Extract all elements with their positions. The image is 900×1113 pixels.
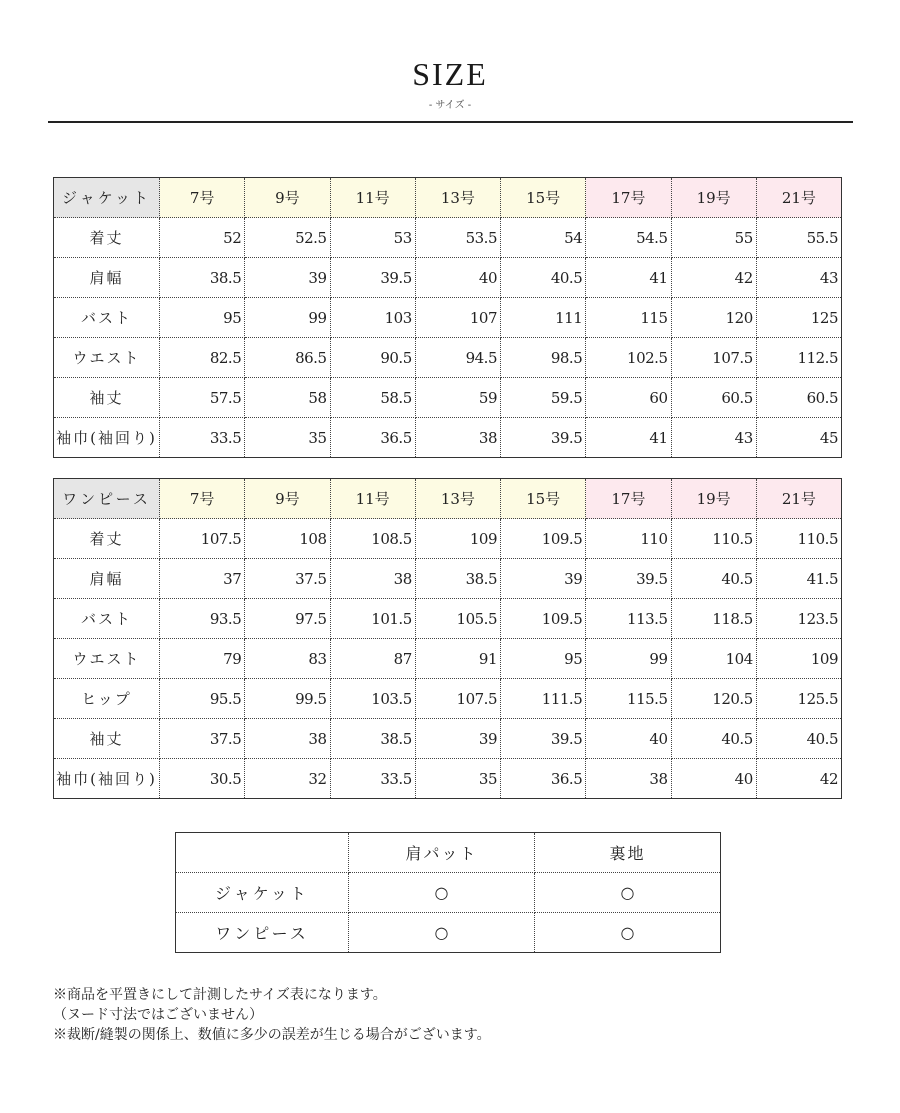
measurement-value: 38 — [245, 719, 330, 759]
measurement-value: 99.5 — [245, 679, 330, 719]
jacket-size-table — [53, 177, 842, 458]
measurement-value: 102.5 — [586, 338, 671, 378]
table-row — [54, 519, 842, 559]
size-header: 7号 — [160, 479, 245, 519]
measurement-label: 袖巾(袖回り) — [54, 759, 160, 799]
measurement-value: 55 — [671, 218, 756, 258]
size-header: 9号 — [245, 479, 330, 519]
page-subtitle: - サイズ - — [428, 100, 472, 111]
measurement-value: 125 — [756, 298, 841, 338]
options-cell: ○ — [535, 873, 721, 913]
measurement-value: 38 — [586, 759, 671, 799]
jacket-table-label: ジャケット — [54, 178, 160, 218]
measurement-label: 着丈 — [54, 218, 160, 258]
size-header: 21号 — [756, 178, 841, 218]
measurement-value: 120 — [671, 298, 756, 338]
measurement-value: 59 — [415, 378, 500, 418]
measurement-value: 39 — [245, 258, 330, 298]
title-divider — [48, 121, 853, 123]
measurement-label: ウエスト — [54, 338, 160, 378]
measurement-value: 58 — [245, 378, 330, 418]
measurement-value: 38 — [330, 559, 415, 599]
measurement-value: 33.5 — [160, 418, 245, 458]
measurement-value: 110.5 — [671, 519, 756, 559]
measurement-value: 101.5 — [330, 599, 415, 639]
table-row — [54, 218, 842, 258]
table-row — [54, 418, 842, 458]
measurement-value: 99 — [586, 639, 671, 679]
measurement-value: 103.5 — [330, 679, 415, 719]
measurement-value: 35 — [245, 418, 330, 458]
measurement-label: 肩幅 — [54, 258, 160, 298]
measurement-value: 115.5 — [586, 679, 671, 719]
measurement-value: 86.5 — [245, 338, 330, 378]
measurement-value: 39.5 — [330, 258, 415, 298]
table-row — [54, 759, 842, 799]
measurement-value: 110 — [586, 519, 671, 559]
measurement-value: 110.5 — [756, 519, 841, 559]
measurement-value: 38.5 — [415, 559, 500, 599]
measurement-value: 41.5 — [756, 559, 841, 599]
measurement-value: 40.5 — [671, 559, 756, 599]
measurement-value: 107.5 — [160, 519, 245, 559]
measurement-value: 39.5 — [501, 719, 586, 759]
measurement-value: 42 — [671, 258, 756, 298]
size-header: 15号 — [501, 178, 586, 218]
measurement-value: 40 — [415, 258, 500, 298]
measurement-value: 53 — [330, 218, 415, 258]
measurement-value: 37.5 — [245, 559, 330, 599]
measurement-value: 32 — [245, 759, 330, 799]
measurement-value: 90.5 — [330, 338, 415, 378]
measurement-value: 40.5 — [671, 719, 756, 759]
table-row — [54, 298, 842, 338]
measurement-value: 87 — [330, 639, 415, 679]
options-row-label: ジャケット — [176, 873, 349, 913]
measurement-value: 39 — [501, 559, 586, 599]
measurement-value: 109 — [415, 519, 500, 559]
measurement-value: 104 — [671, 639, 756, 679]
measurement-value: 37 — [160, 559, 245, 599]
measurement-value: 40 — [586, 719, 671, 759]
measurement-value: 97.5 — [245, 599, 330, 639]
options-row-jacket — [176, 873, 721, 913]
note-line: ※裁断/縫製の関係上、数値に多少の誤差が生じる場合がございます。 — [53, 1027, 491, 1043]
measurement-value: 38 — [415, 418, 500, 458]
measurement-value: 99 — [245, 298, 330, 338]
measurement-label: バスト — [54, 599, 160, 639]
measurement-value: 58.5 — [330, 378, 415, 418]
options-cell: ○ — [535, 913, 721, 953]
measurement-value: 94.5 — [415, 338, 500, 378]
table-row — [54, 559, 842, 599]
measurement-value: 107 — [415, 298, 500, 338]
onepiece-table-label: ワンピース — [54, 479, 160, 519]
measurement-value: 41 — [586, 258, 671, 298]
options-table — [175, 832, 721, 953]
measurement-value: 95.5 — [160, 679, 245, 719]
measurement-value: 111.5 — [501, 679, 586, 719]
options-column-lining: 裏地 — [535, 833, 721, 873]
measurement-value: 37.5 — [160, 719, 245, 759]
size-header: 17号 — [586, 178, 671, 218]
table-row — [54, 679, 842, 719]
measurement-value: 125.5 — [756, 679, 841, 719]
measurement-value: 41 — [586, 418, 671, 458]
measurement-value: 36.5 — [501, 759, 586, 799]
measurement-value: 60.5 — [671, 378, 756, 418]
table-row — [54, 599, 842, 639]
options-corner — [176, 833, 349, 873]
measurement-value: 30.5 — [160, 759, 245, 799]
measurement-label: 着丈 — [54, 519, 160, 559]
size-header: 13号 — [415, 178, 500, 218]
measurement-value: 108 — [245, 519, 330, 559]
measurement-value: 91 — [415, 639, 500, 679]
size-header: 21号 — [756, 479, 841, 519]
measurement-label: 肩幅 — [54, 559, 160, 599]
measurement-value: 35 — [415, 759, 500, 799]
measurement-value: 33.5 — [330, 759, 415, 799]
measurement-value: 45 — [756, 418, 841, 458]
measurement-value: 40.5 — [501, 258, 586, 298]
size-header: 9号 — [245, 178, 330, 218]
measurement-label: 袖巾(袖回り) — [54, 418, 160, 458]
options-column-shoulder-pad: 肩パット — [349, 833, 535, 873]
size-header: 19号 — [671, 479, 756, 519]
options-header-row — [176, 833, 721, 873]
options-row-label: ワンピース — [176, 913, 349, 953]
measurement-value: 118.5 — [671, 599, 756, 639]
size-header: 17号 — [586, 479, 671, 519]
measurement-value: 103 — [330, 298, 415, 338]
measurement-value: 39.5 — [501, 418, 586, 458]
options-cell: ○ — [349, 913, 535, 953]
measurement-value: 123.5 — [756, 599, 841, 639]
measurement-value: 79 — [160, 639, 245, 679]
measurement-value: 59.5 — [501, 378, 586, 418]
size-header: 13号 — [415, 479, 500, 519]
measurement-value: 108.5 — [330, 519, 415, 559]
measurement-value: 95 — [160, 298, 245, 338]
size-header: 15号 — [501, 479, 586, 519]
jacket-header-row — [54, 178, 842, 218]
measurement-value: 60 — [586, 378, 671, 418]
measurement-value: 109.5 — [501, 519, 586, 559]
measurement-label: ウエスト — [54, 639, 160, 679]
measurement-value: 95 — [501, 639, 586, 679]
measurement-value: 57.5 — [160, 378, 245, 418]
measurement-value: 109.5 — [501, 599, 586, 639]
table-row — [54, 378, 842, 418]
measurement-value: 109 — [756, 639, 841, 679]
measurement-value: 40.5 — [756, 719, 841, 759]
measurement-value: 93.5 — [160, 599, 245, 639]
measurement-label: 袖丈 — [54, 378, 160, 418]
measurement-value: 107.5 — [415, 679, 500, 719]
table-row — [54, 719, 842, 759]
measurement-value: 38.5 — [160, 258, 245, 298]
notes — [53, 985, 491, 1045]
page-title: SIZE — [412, 56, 488, 92]
measurement-value: 54.5 — [586, 218, 671, 258]
measurement-value: 120.5 — [671, 679, 756, 719]
measurement-value: 113.5 — [586, 599, 671, 639]
measurement-value: 111 — [501, 298, 586, 338]
measurement-value: 53.5 — [415, 218, 500, 258]
measurement-value: 42 — [756, 759, 841, 799]
table-row — [54, 338, 842, 378]
options-cell: ○ — [349, 873, 535, 913]
measurement-value: 60.5 — [756, 378, 841, 418]
measurement-value: 112.5 — [756, 338, 841, 378]
onepiece-header-row — [54, 479, 842, 519]
measurement-value: 55.5 — [756, 218, 841, 258]
measurement-label: ヒップ — [54, 679, 160, 719]
measurement-value: 98.5 — [501, 338, 586, 378]
measurement-value: 36.5 — [330, 418, 415, 458]
measurement-value: 83 — [245, 639, 330, 679]
measurement-value: 43 — [756, 258, 841, 298]
onepiece-size-table — [53, 478, 842, 799]
measurement-value: 115 — [586, 298, 671, 338]
measurement-value: 54 — [501, 218, 586, 258]
measurement-value: 43 — [671, 418, 756, 458]
measurement-value: 39 — [415, 719, 500, 759]
table-row — [54, 639, 842, 679]
measurement-value: 52 — [160, 218, 245, 258]
measurement-value: 39.5 — [586, 559, 671, 599]
size-header: 11号 — [330, 178, 415, 218]
note-line: ※商品を平置きにして計測したサイズ表になります。 — [53, 987, 387, 1003]
size-header: 19号 — [671, 178, 756, 218]
measurement-value: 52.5 — [245, 218, 330, 258]
size-header: 11号 — [330, 479, 415, 519]
table-row — [54, 258, 842, 298]
options-row-onepiece — [176, 913, 721, 953]
measurement-value: 82.5 — [160, 338, 245, 378]
measurement-value: 107.5 — [671, 338, 756, 378]
measurement-label: 袖丈 — [54, 719, 160, 759]
measurement-value: 40 — [671, 759, 756, 799]
note-line: （ヌード寸法ではございません） — [53, 1007, 263, 1023]
measurement-value: 105.5 — [415, 599, 500, 639]
measurement-label: バスト — [54, 298, 160, 338]
size-header: 7号 — [160, 178, 245, 218]
measurement-value: 38.5 — [330, 719, 415, 759]
